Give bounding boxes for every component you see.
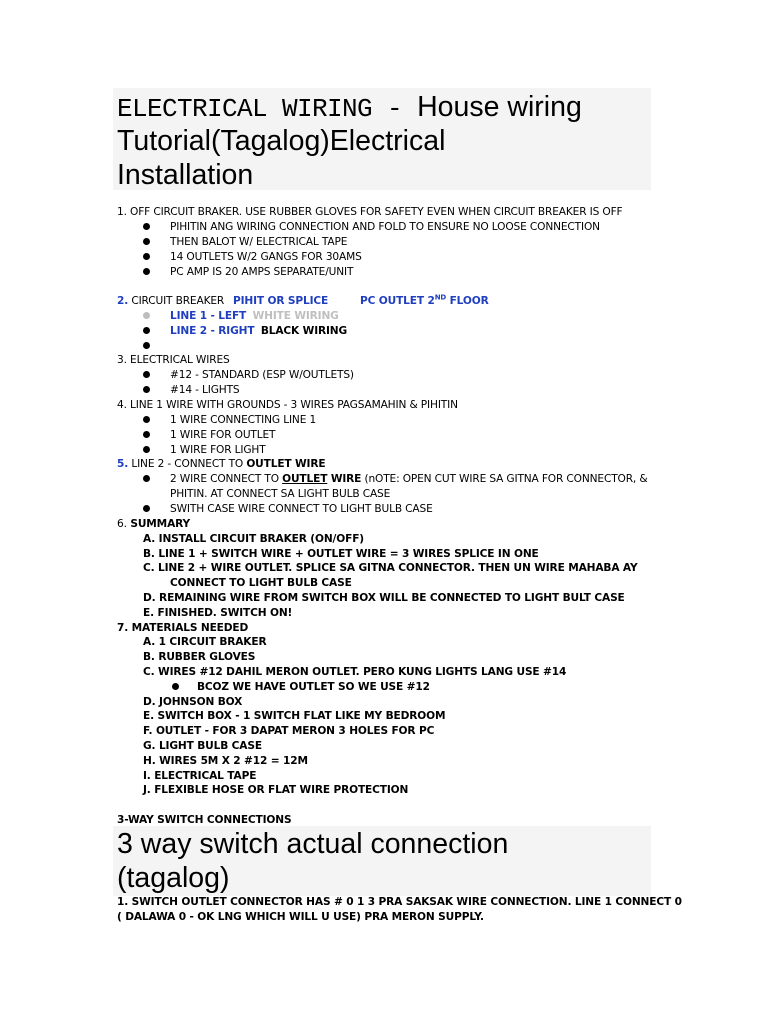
section1-bullet: 14 OUTLETS W/2 GANGS FOR 30AMS — [170, 251, 362, 263]
materials-item: A. 1 CIRCUIT BRAKER — [143, 636, 267, 648]
section7-heading: 7. MATERIALS NEEDED — [117, 622, 249, 634]
title-heading-box — [113, 88, 651, 190]
section5-bullet-1: 2 WIRE CONNECT TO OUTLET WIRE (nOTE: OPEN CUT WIRE SA GITNA FOR CONNECTOR, & — [170, 473, 648, 485]
bullet-dot — [143, 238, 150, 245]
bullet-dot — [143, 431, 150, 438]
bullet-dot — [143, 505, 150, 512]
bullet-dot — [143, 386, 150, 393]
section4-heading: 4. LINE 1 WIRE WITH GROUNDS - 3 WIRES PAGSAMAHIN & PIHITIN — [117, 399, 458, 411]
title-line-3: Installation — [117, 159, 254, 191]
summary-item: D. REMAINING WIRE FROM SWITCH BOX WILL BE CONNECTED TO LIGHT BULT CASE — [143, 592, 625, 604]
materials-item: G. LIGHT BULB CASE — [143, 740, 262, 752]
section4-bullet: 1 WIRE CONNECTING LINE 1 — [170, 414, 317, 426]
bullet-dot — [143, 416, 150, 423]
bullet-dot — [143, 223, 150, 230]
section5-heading: 5. LINE 2 - CONNECT TO OUTLET WIRE — [117, 458, 326, 470]
section3-heading: 3. ELECTRICAL WIRES — [117, 354, 230, 366]
section5-bullet-1-cont: PHITIN. AT CONNECT SA LIGHT BULB CASE — [170, 488, 391, 500]
section1-heading: 1. OFF CIRCUIT BRAKER. USE RUBBER GLOVES FOR SAFETY EVEN WHEN CIRCUIT BREAKER IS OFF — [117, 206, 623, 218]
title-line-2: Tutorial(Tagalog)Electrical — [117, 125, 446, 157]
threeway-paragraph-line-1: 1. SWITCH OUTLET CONNECTOR HAS # 0 1 3 PRA SAKSAK WIRE CONNECTION. LINE 1 CONNECT 0 — [117, 896, 682, 908]
section2-line1: LINE 1 - LEFT WHITE WIRING — [170, 310, 339, 322]
materials-item: C. WIRES #12 DAHIL MERON OUTLET. PERO KUNG LIGHTS LANG USE #14 — [143, 666, 567, 678]
bullet-dot — [143, 475, 150, 482]
bullet-dot — [143, 446, 150, 453]
materials-item: E. SWITCH BOX - 1 SWITCH FLAT LIKE MY BEDROOM — [143, 710, 446, 722]
bullet-dot — [172, 683, 179, 690]
title-line-1-rest: House wiring — [417, 91, 582, 123]
threeway-title-line-2: (tagalog) — [117, 862, 230, 894]
section3-bullet: #12 - STANDARD (ESP W/OUTLETS) — [170, 369, 354, 381]
materials-item: H. WIRES 5M X 2 #12 = 12M — [143, 755, 308, 767]
section2-pihit-label: PIHIT OR SPLICE — [233, 295, 329, 307]
section4-bullet: 1 WIRE FOR LIGHT — [170, 444, 266, 456]
section1-bullet: PIHITIN ANG WIRING CONNECTION AND FOLD TO ENSURE NO LOOSE CONNECTION — [170, 221, 600, 233]
section2-line2: LINE 2 - RIGHT BLACK WIRING — [170, 325, 348, 337]
materials-item: F. OUTLET - FOR 3 DAPAT MERON 3 HOLES FOR PC — [143, 725, 435, 737]
materials-item: D. JOHNSON BOX — [143, 696, 243, 708]
section3-bullet: #14 - LIGHTS — [170, 384, 240, 396]
bullet-dot — [143, 371, 150, 378]
bullet-dot — [143, 342, 150, 349]
summary-item: E. FINISHED. SWITCH ON! — [143, 607, 293, 619]
section4-bullet: 1 WIRE FOR OUTLET — [170, 429, 276, 441]
summary-item: A. INSTALL CIRCUIT BRAKER (ON/OFF) — [143, 533, 364, 545]
section2-pc-outlet-label: PC OUTLET 2ND FLOOR — [360, 293, 489, 307]
title-line-1 — [117, 90, 582, 126]
section2-heading: 2. CIRCUIT BREAKER — [117, 295, 225, 307]
materials-item: B. RUBBER GLOVES — [143, 651, 256, 663]
threeway-title-line-1: 3 way switch actual connection — [117, 828, 509, 860]
section1-bullet: THEN BALOT W/ ELECTRICAL TAPE — [170, 236, 348, 248]
summary-item: CONNECT TO LIGHT BULB CASE — [170, 577, 352, 589]
materials-sub-item: BCOZ WE HAVE OUTLET SO WE USE #12 — [197, 681, 430, 693]
materials-item: J. FLEXIBLE HOSE OR FLAT WIRE PROTECTION — [143, 784, 409, 796]
summary-item: C. LINE 2 + WIRE OUTLET. SPLICE SA GITNA CONNECTOR. THEN UN WIRE MAHABA AY — [143, 562, 638, 574]
section5-bullet-2: SWITH CASE WIRE CONNECT TO LIGHT BULB CASE — [170, 503, 433, 515]
threeway-heading-box — [113, 826, 651, 896]
bullet-dot — [143, 312, 150, 319]
section1-bullet: PC AMP IS 20 AMPS SEPARATE/UNIT — [170, 266, 354, 278]
bullet-dot — [143, 253, 150, 260]
materials-item: I. ELECTRICAL TAPE — [143, 770, 257, 782]
title-mono-part: ELECTRICAL WIRING - — [117, 94, 418, 124]
bullet-dot — [143, 327, 150, 334]
threeway-label: 3-WAY SWITCH CONNECTIONS — [117, 814, 292, 826]
bullet-dot — [143, 268, 150, 275]
section6-heading: 6. SUMMARY — [117, 518, 191, 530]
threeway-paragraph-line-2: ( DALAWA 0 - OK LNG WHICH WILL U USE) PRA MERON SUPPLY. — [117, 911, 484, 923]
summary-item: B. LINE 1 + SWITCH WIRE + OUTLET WIRE = 3 WIRES SPLICE IN ONE — [143, 548, 539, 560]
